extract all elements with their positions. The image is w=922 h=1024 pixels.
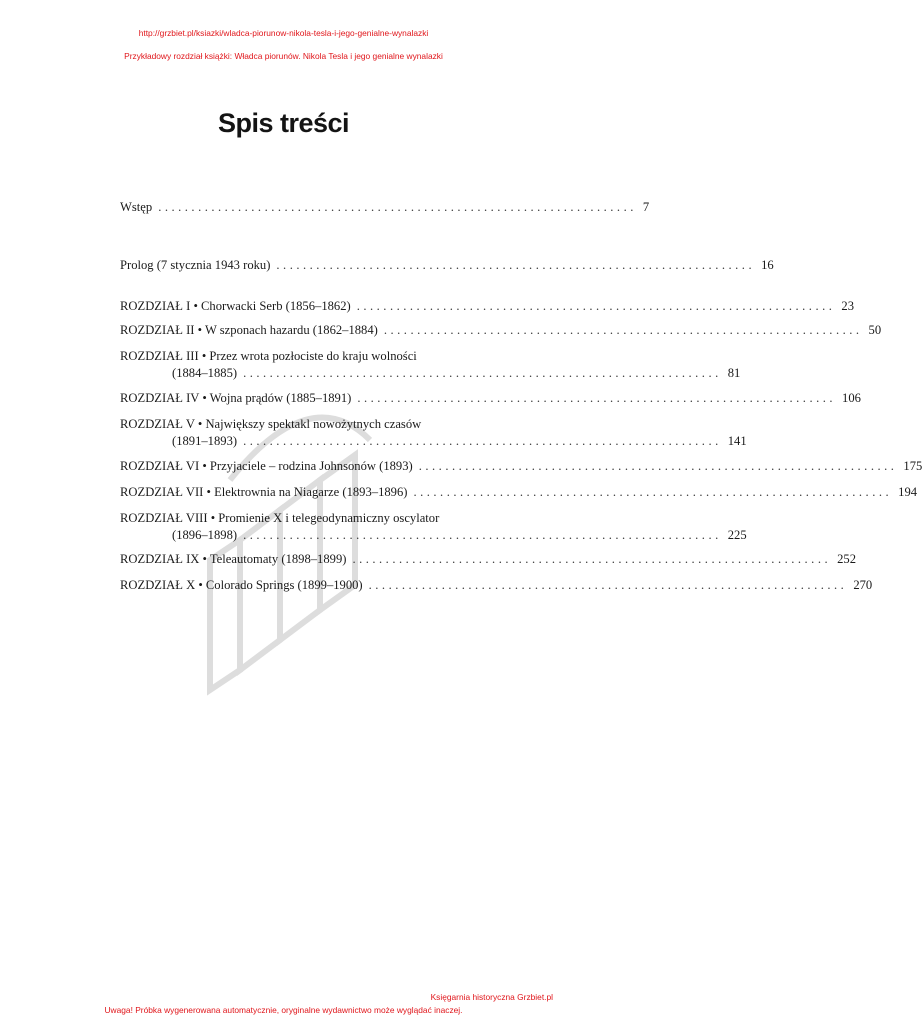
toc-leader-dots: ........................................................................ [352,552,832,566]
toc-entry-title: ROZDZIAŁ II • W szponach hazardu (1862–1884) [120,323,378,337]
toc-entry-page: 106 [842,391,861,405]
toc-entry-page: 270 [853,578,873,592]
toc-entry-title: ROZDZIAŁ III • Przez wrota pozłociste do kraju wolności [120,349,417,363]
toc-entry-title: ROZDZIAŁ VIII • Promienie X i telegeodynamiczny oscylator [120,511,440,525]
toc-leader-dots: ........................................................................ [243,434,722,448]
toc-leader-dots: ........................................................................ [243,528,722,542]
toc-entry-title: Prolog (7 stycznia 1943 roku) [120,258,271,272]
source-url-link[interactable]: http://grzbiet.pl/ksiazki/wladca-piorunow-nikola-tesla-i-jego-genialne-wynalazki [138,28,429,38]
toc-entry-page: 175 [903,459,922,473]
toc-entry-title: ROZDZIAŁ IX • Teleautomaty (1898–1899) [120,552,347,566]
toc-entry [120,322,882,339]
toc-leader-dots: ........................................................................ [356,299,836,313]
toc-entry [120,390,861,407]
toc-entry-title: ROZDZIAŁ IV • Wojna prądów (1885–1891) [120,391,352,405]
sample-chapter-note: Przykładowy rozdział książki: Władca piorunów. Nikola Tesla i jego genialne wynalazki [124,51,443,61]
toc-entry-title: ROZDZIAŁ V • Największy spektakl nowożytnych czasów [120,417,422,431]
toc-leader-dots: ........................................................................ [413,485,893,499]
page-title: Spis treści [217,108,350,138]
toc-entry-title: ROZDZIAŁ VI • Przyjaciele – rodzina Johnsonów (1893) [120,459,413,473]
toc-leader-dots: ........................................................................ [276,258,756,272]
toc-entry-page: 23 [841,299,854,313]
toc-entry-page: 16 [761,258,774,272]
toc-entry-title: Wstęp [120,200,153,214]
toc-entry [120,510,747,544]
toc-leader-dots: ........................................................................ [357,391,837,405]
toc-entry [120,199,650,216]
toc-entry [120,298,854,315]
toc-leader-dots: ........................................................................ [383,323,863,337]
toc-entry [120,348,741,382]
toc-entry [120,484,918,501]
toc-entry-page: 81 [727,366,741,380]
toc-entry [120,551,857,568]
toc-entry-page: 50 [868,323,882,337]
toc-entry-page: 225 [727,528,747,542]
shop-name-link[interactable]: Księgarnia historyczna Grzbiet.pl [430,992,553,1002]
toc-leader-dots: ........................................................................ [243,366,722,380]
toc-entry-page: 141 [727,434,747,448]
toc-entry-subtitle: (1884–1885) [172,366,238,380]
auto-sample-warning: Uwaga! Próbka wygenerowana automatycznie, oryginalne wydawnictwo może wyglądać inaczej. [104,1005,463,1015]
toc-entry-page: 7 [642,200,650,214]
toc-leader-dots: ........................................................................ [368,578,848,592]
toc-entry [120,416,747,450]
toc-leader-dots: ........................................................................ [418,459,898,473]
toc-entry-title: ROZDZIAŁ X • Colorado Springs (1899–1900) [120,578,363,592]
toc-entry-page: 252 [837,552,857,566]
toc-entry-page: 194 [898,485,918,499]
toc-entry [120,257,774,274]
toc-entry [120,458,922,475]
toc-entry-subtitle: (1891–1893) [172,434,238,448]
toc-entry [120,577,873,594]
toc-entry-title: ROZDZIAŁ VII • Elektrownia na Niagarze (1893–1896) [120,485,408,499]
toc-entry-title: ROZDZIAŁ I • Chorwacki Serb (1856–1862) [120,299,351,313]
toc-entry-subtitle: (1896–1898) [172,528,238,542]
toc-leader-dots: ........................................................................ [158,200,637,214]
